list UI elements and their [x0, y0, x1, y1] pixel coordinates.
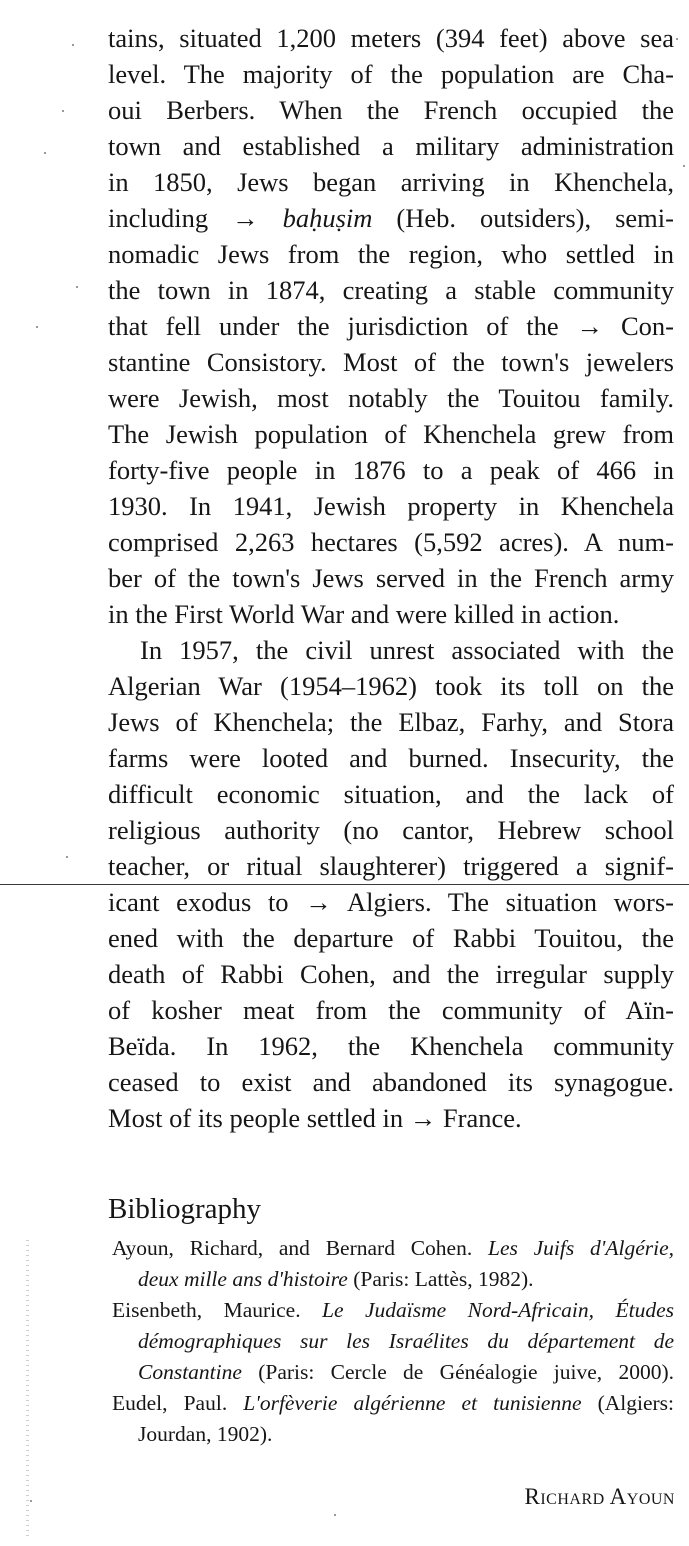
- body-line: stantine Consistory. Most of the town's jewelers: [108, 347, 674, 377]
- scan-speck: [72, 44, 74, 46]
- bibliography-entry-line: démographiques sur les Israélites du département de: [138, 1329, 674, 1353]
- body-line: tains, situated 1,200 meters (394 feet) above sea: [108, 23, 674, 53]
- body-line: oui Berbers. When the French occupied the: [108, 95, 674, 125]
- body-line: Most of its people settled in → France.: [108, 1103, 522, 1133]
- body-line: including → baḥuṣim (Heb. outsiders), semi-: [108, 203, 674, 233]
- body-line: Jews of Khenchela; the Elbaz, Farhy, and Stora: [108, 707, 674, 737]
- body-line: death of Rabbi Cohen, and the irregular supply: [108, 959, 674, 989]
- body-line: ceased to exist and abandoned its synagogue.: [108, 1067, 674, 1097]
- bibliography-entry-line: Constantine (Paris: Cercle de Généalogie juive, 2000).: [138, 1360, 674, 1384]
- scan-speck: [76, 286, 78, 288]
- body-line: comprised 2,263 hectares (5,592 acres). A num-: [108, 527, 674, 557]
- bibliography-entry-line: Jourdan, 1902).: [138, 1422, 273, 1446]
- body-line: in 1850, Jews began arriving in Khenchela,: [108, 167, 674, 197]
- body-line: difficult economic situation, and the lack of: [108, 779, 674, 809]
- body-line: ened with the departure of Rabbi Touitou, the: [108, 923, 674, 953]
- body-line: 1930. In 1941, Jewish property in Khenchela: [108, 491, 674, 521]
- body-line: in the First World War and were killed in action.: [108, 599, 620, 629]
- scan-speck: [36, 326, 38, 328]
- body-line: Algerian War (1954–1962) took its toll on the: [108, 671, 674, 701]
- body-line: that fell under the jurisdiction of the → Con-: [108, 311, 674, 341]
- body-line: level. The majority of the population are Cha-: [108, 59, 674, 89]
- bibliography-entry-line: Eisenbeth, Maurice. Le Judaïsme Nord-Africain, Études: [112, 1298, 674, 1322]
- body-line: were Jewish, most notably the Touitou family.: [108, 383, 674, 413]
- body-line: ber of the town's Jews served in the French army: [108, 563, 674, 593]
- scan-speck: [44, 152, 46, 154]
- body-line: religious authority (no cantor, Hebrew school: [108, 815, 674, 845]
- body-line: The Jewish population of Khenchela grew from: [108, 419, 674, 449]
- bibliography-entry-line: deux mille ans d'histoire (Paris: Lattès, 1982).: [138, 1267, 534, 1291]
- author-signature: Richard Ayoun: [524, 1484, 675, 1509]
- body-line: farms were looted and burned. Insecurity, the: [108, 743, 674, 773]
- scan-speck: [683, 165, 685, 167]
- body-line: icant exodus to → Algiers. The situation wors-: [108, 887, 674, 917]
- body-line: of kosher meat from the community of Aïn-: [108, 995, 674, 1025]
- paragraph-start-line: In 1957, the civil unrest associated with the: [140, 635, 674, 665]
- scan-speck: [676, 38, 678, 40]
- body-line: town and established a military administration: [108, 131, 674, 161]
- scan-speck: [334, 1514, 336, 1516]
- body-line: Beïda. In 1962, the Khenchela community: [108, 1031, 674, 1061]
- scan-speck: [62, 110, 64, 112]
- body-line: teacher, or ritual slaughterer) triggered a signif-: [108, 851, 674, 881]
- scan-speck: [66, 856, 68, 858]
- scan-speck: [30, 1500, 32, 1502]
- body-line: the town in 1874, creating a stable community: [108, 275, 674, 305]
- body-line: forty-five people in 1876 to a peak of 466 in: [108, 455, 674, 485]
- bibliography-entry-line: Ayoun, Richard, and Bernard Cohen. Les Juifs d'Algérie,: [112, 1236, 674, 1260]
- scan-margin-noise: [26, 1240, 29, 1540]
- bibliography-heading: Bibliography: [108, 1193, 262, 1225]
- body-line: nomadic Jews from the region, who settled in: [108, 239, 674, 269]
- bibliography-entry-line: Eudel, Paul. L'orfèverie algérienne et tunisienne (Algiers:: [112, 1391, 674, 1415]
